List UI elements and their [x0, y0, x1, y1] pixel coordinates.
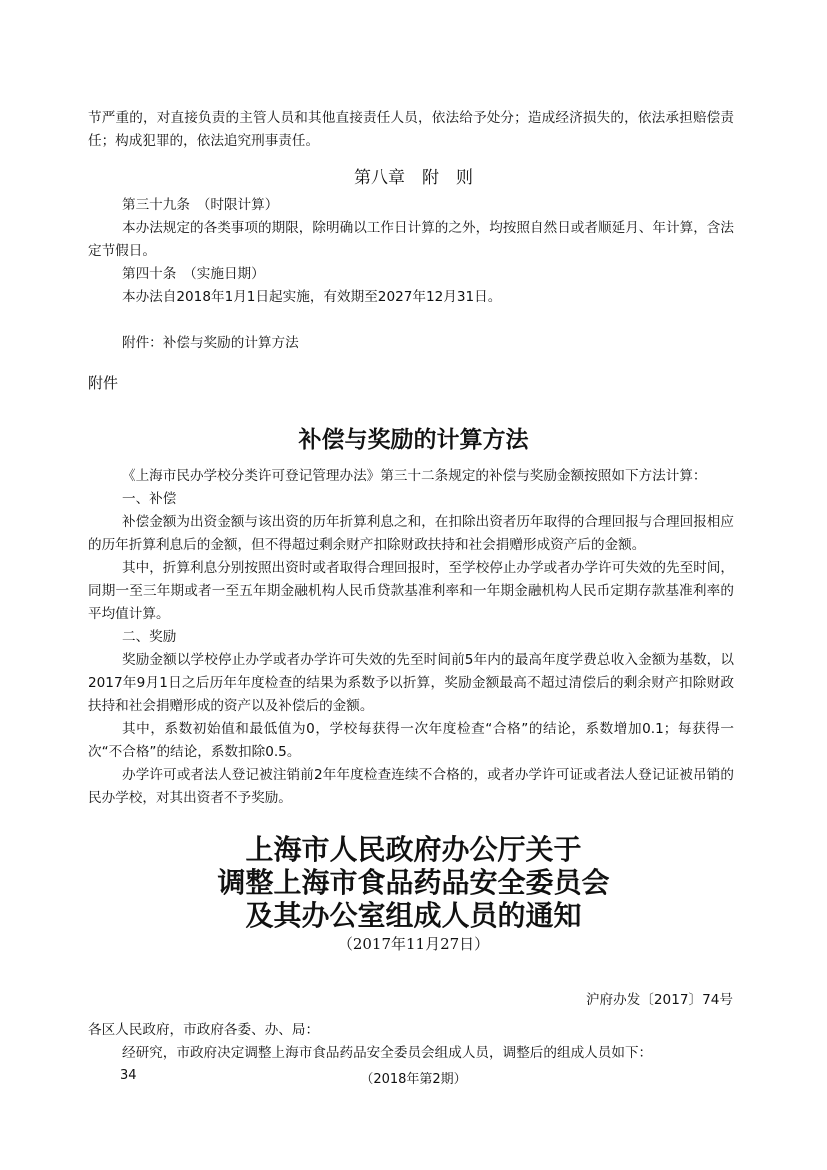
- notice-body: 经研究，市政府决定调整上海市食品药品安全委员会组成人员，调整后的组成人员如下：: [122, 1045, 653, 1061]
- notice-title-line: 及其办公室组成人员的通知: [245, 899, 582, 932]
- notice-title-line: 调整上海市食品药品安全委员会: [217, 866, 610, 899]
- annex-paragraph: 办学许可或者法人登记被注销前2年年度检查连续不合格的，或者办学许可证或者法人登记证被吊销的民办学校，对其出资者不予奖励。: [88, 767, 734, 806]
- annex-paragraph: 补偿金额为出资金额与该出资的历年折算利息之和，在扣除出资者历年取得的合理回报与合理回报相应的历年折算利息后的金额，但不得超过剩余财产扣除财政扶持和社会捐赠形成资产后的金额。: [88, 514, 734, 553]
- annex-paragraph: 其中，折算利息分别按照出资时或者取得合理回报时，至学校停止办学或者办学许可失效的先至时间，同期一至三年期或者一至五年期金融机构人民币贷款基准利率和一年期金融机构人民币定期存款基准利率的平均值计算。: [88, 560, 734, 622]
- notice-date: （2017年11月27日）: [337, 935, 490, 953]
- top-paragraph-block: [88, 107, 734, 153]
- notice-title-line: 上海市人民政府办公厅关于: [245, 833, 582, 866]
- annex-paragraph: 奖励金额以学校停止办学或者办学许可失效的先至时间前5年内的最高年度学费总收入金额为基数，以2017年9月1日之后历年年度检查的结果为系数予以折算，奖励金额最高不超过清偿后的剩余财产扣除财政扶持和社会捐赠形成的资产以及补偿后的金额。: [88, 652, 734, 714]
- attachment-reference: 附件：补偿与奖励的计算方法: [122, 335, 299, 351]
- article-40-heading: 第四十条 （实施日期）: [122, 266, 265, 282]
- notice-title-block: [0, 833, 827, 956]
- annex-body: [88, 465, 734, 810]
- issue-label: （2018年第2期）: [360, 1072, 467, 1087]
- article-40-text: 本办法自2018年1月1日起实施，有效期至2027年12月31日。: [122, 289, 502, 305]
- annex-paragraph: 《上海市民办学校分类许可登记管理办法》第三十二条规定的补偿与奖励金额按照如下方法计算：: [122, 468, 707, 484]
- article-39-text: 本办法规定的各类事项的期限，除明确以工作日计算的之外，均按照自然日或者顺延月、年计算，含法定节假日。: [88, 220, 734, 259]
- annex-section-heading: 二、奖励: [122, 629, 177, 645]
- articles-block: [88, 194, 734, 355]
- addressee: 各区人民政府，市政府各委、办、局：: [88, 1022, 320, 1038]
- document-number: 沪府办发〔2017〕74号: [585, 992, 733, 1008]
- top-paragraph: 节严重的，对直接负责的主管人员和其他直接责任人员，依法给予处分；造成经济损失的，依法承担赔偿责任；构成犯罪的，依法追究刑事责任。: [88, 110, 734, 149]
- notice-body-block: [88, 1019, 734, 1065]
- annex-paragraph: 其中，系数初始值和最低值为0，学校每获得一次年度检查“合格”的结论，系数增加0.1；每获得一次“不合格”的结论，系数扣除0.5。: [88, 721, 734, 760]
- annex-title: 补偿与奖励的计算方法: [298, 426, 529, 453]
- article-39-heading: 第三十九条 （时限计算）: [122, 197, 279, 213]
- chapter-title: 第八章 附 则: [354, 168, 473, 188]
- annex-label: 附件: [88, 374, 119, 392]
- page-number: 34: [120, 1068, 137, 1083]
- annex-section-heading: 一、补偿: [122, 491, 177, 507]
